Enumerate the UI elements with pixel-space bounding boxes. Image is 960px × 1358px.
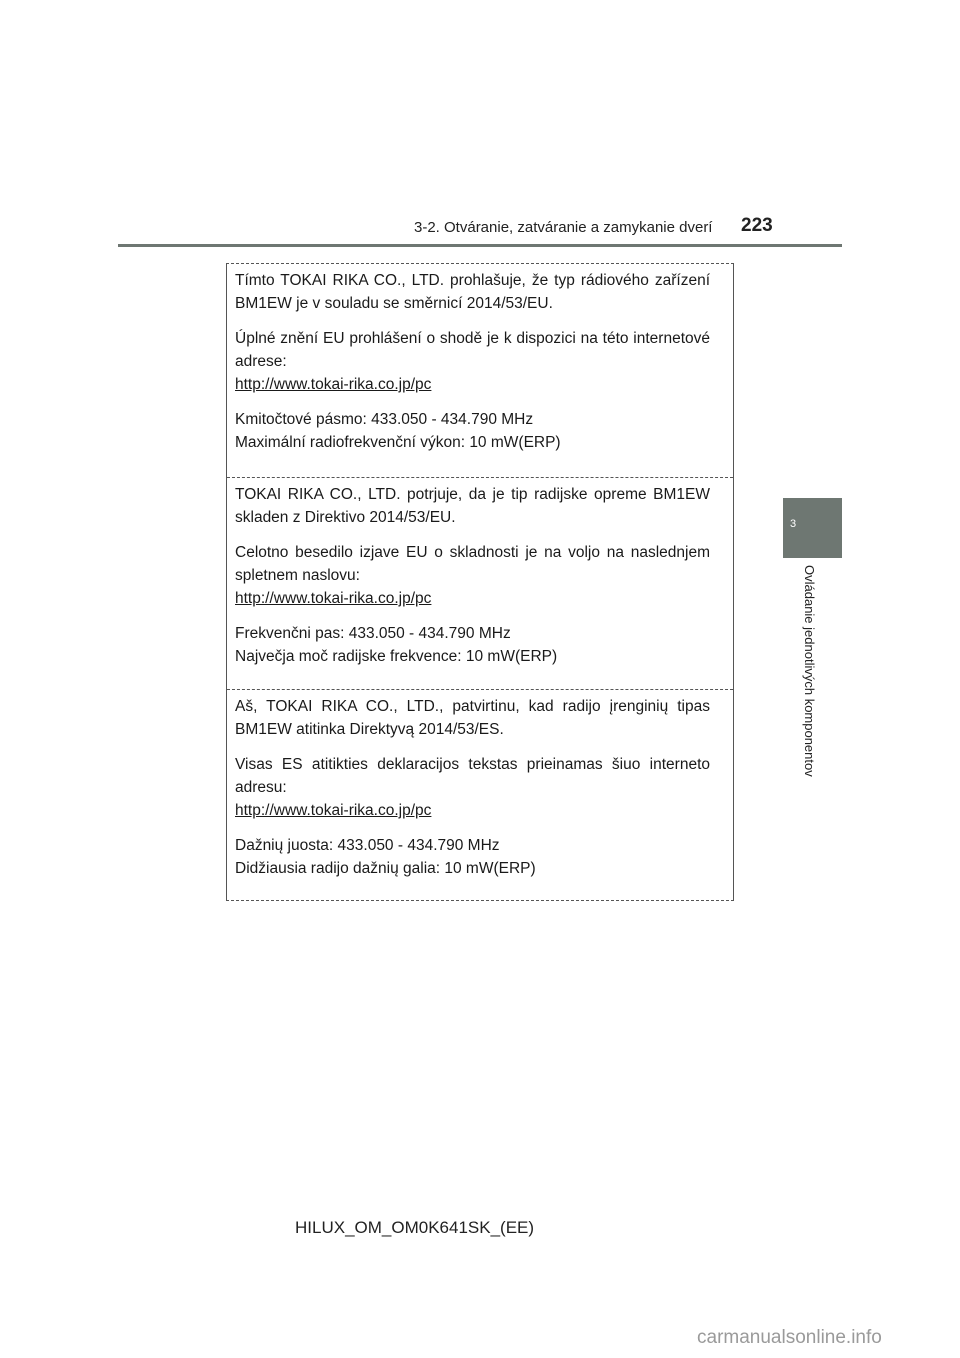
chapter-number: 3 bbox=[790, 518, 797, 530]
declaration-statement: Aš, TOKAI RIKA CO., LTD., patvirtinu, kad radijo įrenginių tipas BM1EW atitinka Direktyvą 2014/53/ES. bbox=[235, 698, 710, 738]
declarations-box bbox=[226, 263, 734, 901]
declaration-statement: Tímto TOKAI RIKA CO., LTD. prohlašuje, že typ rádiového zařízení BM1EW je v souladu se směrnicí 2014/53/EU. bbox=[235, 272, 710, 312]
declaration-czech bbox=[227, 264, 733, 477]
declaration-frequency: Dažnių juosta: 433.050 - 434.790 MHz bbox=[235, 837, 500, 854]
declaration-notice: Úplné znění EU prohlášení o shodě je k dispozici na této internetové adrese: bbox=[235, 330, 710, 370]
watermark: carmanualsonline.info bbox=[697, 1327, 882, 1348]
declaration-statement: TOKAI RIKA CO., LTD. potrjuje, da je tip radijske opreme BM1EW skladen z Direktivo 2014/53/EU. bbox=[235, 486, 710, 526]
document-code: HILUX_OM_OM0K641SK_(EE) bbox=[295, 1218, 535, 1237]
declaration-url-link[interactable]: http://www.tokai-rika.co.jp/pc bbox=[235, 590, 432, 607]
section-title: 3-2. Otváranie, zatváranie a zamykanie dverí bbox=[414, 219, 713, 236]
header-divider bbox=[118, 244, 842, 247]
declaration-url-link[interactable]: http://www.tokai-rika.co.jp/pc bbox=[235, 802, 432, 819]
declaration-lithuanian bbox=[227, 689, 733, 900]
declaration-notice: Celotno besedilo izjave EU o skladnosti je na voljo na naslednjem spletnem naslovu: bbox=[235, 544, 710, 584]
declaration-power: Maximální radiofrekvenční výkon: 10 mW(ERP) bbox=[235, 434, 561, 451]
declaration-slovenian bbox=[227, 477, 733, 689]
declaration-notice: Visas ES atitikties deklaracijos tekstas prieinamas šiuo interneto adresu: bbox=[235, 756, 710, 796]
chapter-label: Ovládanie jednotlivých komponentov bbox=[802, 565, 817, 777]
declaration-power: Didžiausia radijo dažnių galia: 10 mW(ERP) bbox=[235, 860, 536, 877]
declaration-frequency: Frekvenčni pas: 433.050 - 434.790 MHz bbox=[235, 625, 511, 642]
declaration-frequency: Kmitočtové pásmo: 433.050 - 434.790 MHz bbox=[235, 411, 534, 428]
page-number: 223 bbox=[741, 215, 773, 236]
declaration-power: Največja moč radijske frekvence: 10 mW(ERP) bbox=[235, 648, 558, 665]
declaration-url-link[interactable]: http://www.tokai-rika.co.jp/pc bbox=[235, 376, 432, 393]
